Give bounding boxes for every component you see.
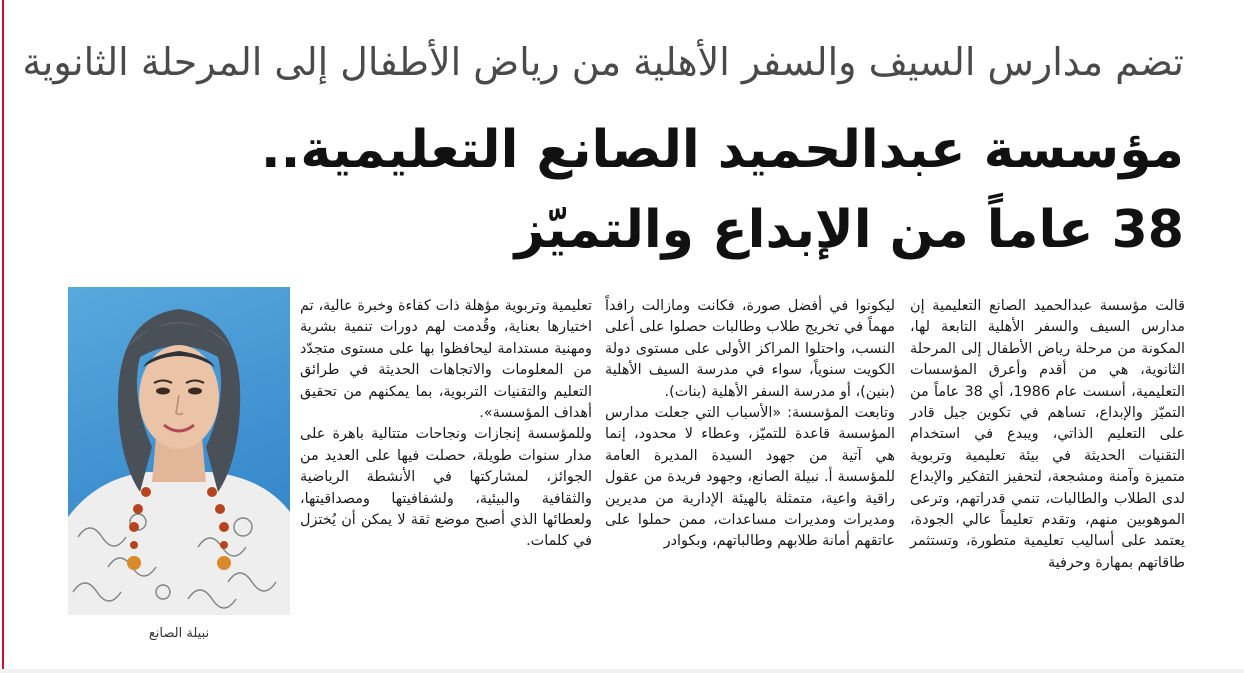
- article-headline: [84, 110, 1184, 270]
- photo-caption: نبيلة الصانع: [148, 626, 210, 641]
- portrait-illustration: [68, 287, 290, 615]
- column-1-paragraph: قالت مؤسسة عبدالحميد الصانع التعليمية إن مدارس السيف والسفر الأهلية التابعة لها، المكونة من مرحلة رياض الأطفال إلى المرحلة الثانوية، هي من أقدم وأعرق المؤسسات التعليمية، أسست عام 1986، أي 38 عاماً من التميّز والإبداع، تساهم في تكوين جيل قادر على التعليم الذاتي، ويبدع في استخدام التقنيات الحديثة في بيئة تعليمية وتربوية متميزة وآمنة ومشجعة، لتحفيز التفكير والإبداع لدى الطلاب والطالبات، تنمي قدراتهم، وترعى الموهوبين منهم، وتقدم تعليماً عالي الجودة، يعتمد على أساليب تعليمية متطورة، وتستثمر طاقاتهم بمهارة وحرفية: [910, 298, 1185, 571]
- column-2-paragraph-2: وتابعت المؤسسة: «الأسباب التي جعلت مدارس المؤسسة قاعدة للتميّز، وعطاء لا محدود، إنما هي آتية من جهود السيدة المديرة العامة للمؤسسة أ. نبيلة الصانع، وجهود فريدة من عقول راقية واعية، متمثلة بالهيئة الإدارية من مديرين ومديرات ومديرات مساعدات، ممن حملوا على عاتقهم أمانة طلابهم وطالباتهم، وبكوادر: [605, 405, 895, 550]
- article-column-2: [605, 296, 895, 553]
- column-3-paragraph-2: وللمؤسسة إنجازات ونجاحات متتالية باهرة على مدار سنوات طويلة، حصلت فيها على العديد من الجوائز، لمشاركتها في الأنشطة الرياضية والثقافية والبيئية، ولشفافيتها ومصداقيتها، ولعطائها الذي أصبح موضع ثقة لا يمكن أن يُختزل في كلمات.: [300, 426, 592, 550]
- article-column-3: [300, 296, 592, 553]
- column-2-paragraph-1: ليكونوا في أفضل صورة، فكانت ومازالت رافداً مهماً في تخريج طلاب وطالبات حصلوا على أعلى النسب، واحتلوا المراكز الأولى على مستوى دولة الكويت سنوياً، سواء في مدرسة السيف الأهلية (بنين)، أو مدرسة السفر الأهلية (بنات).: [605, 298, 895, 400]
- article-column-1: [910, 296, 1185, 574]
- article-kicker: تضم مدارس السيف والسفر الأهلية من رياض الأطفال إلى المرحلة الثانوية: [22, 40, 1184, 84]
- headline-line-1: مؤسسة عبدالحميد الصانع التعليمية..: [260, 120, 1184, 180]
- page-margin-rule: [2, 0, 4, 673]
- headline-line-2: 38 عاماً من الإبداع والتميّز: [514, 200, 1184, 260]
- portrait-photo: [68, 287, 290, 615]
- page-bottom-edge: [0, 669, 1244, 673]
- column-3-paragraph-1: تعليمية وتربوية مؤهلة ذات كفاءة وخبرة عالية، تم اختيارها بعناية، وقُدمت لهم دورات تنمية بشرية ومهنية مستدامة ليحافظوا بها على مستوى متجدّد من المعلومات والاتجاهات الحديثة في طرائق التعليم والتقنيات التربوية، بما يمكنهم من تحقيق أهداف المؤسسة».: [300, 298, 592, 422]
